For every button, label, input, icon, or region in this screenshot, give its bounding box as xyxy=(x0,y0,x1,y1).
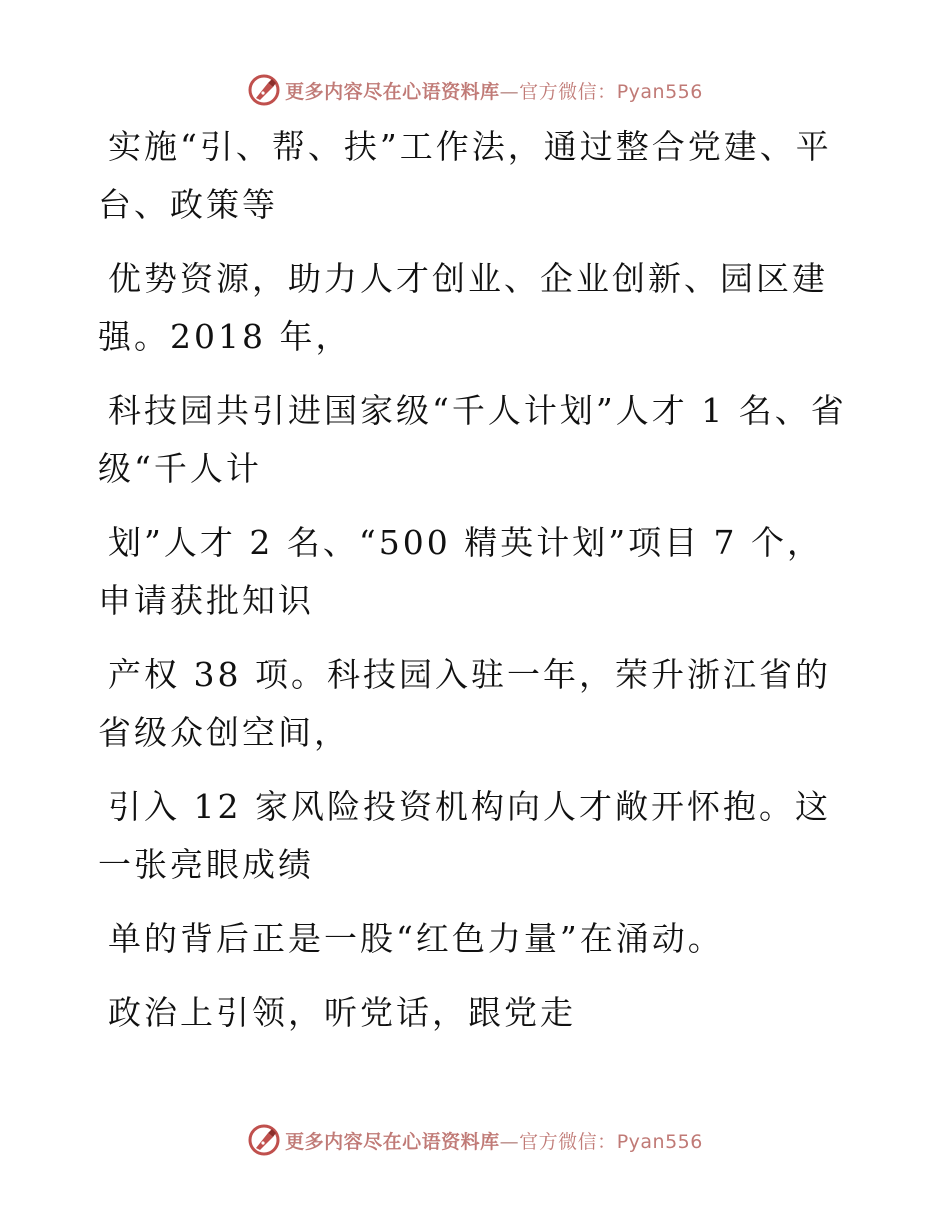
watermark-text xyxy=(285,1127,703,1154)
paragraph: 产权 38 项。科技园入驻一年，荣升浙江省的省级众创空间， xyxy=(98,655,831,752)
watermark-contact-label: 官方微信： xyxy=(519,1130,617,1153)
watermark-contact-id: Pyan556 xyxy=(616,80,703,103)
paragraph: 优势资源，助力人才创业、企业创新、园区建强。2018 年， xyxy=(98,259,828,356)
header-watermark xyxy=(0,68,950,112)
pen-nib-circle-icon xyxy=(247,1123,281,1157)
watermark-title: 更多内容尽在心语资料库 xyxy=(285,80,500,103)
watermark-contact-id: Pyan556 xyxy=(616,1130,703,1153)
paragraph: 划”人才 2 名、“500 精英计划”项目 7 个，申请获批知识 xyxy=(98,523,824,620)
watermark-text xyxy=(285,77,703,104)
pen-nib-circle-icon xyxy=(247,73,281,107)
paragraph: 科技园共引进国家级“千人计划”人才 1 名、省级“千人计 xyxy=(98,391,847,488)
footer-watermark xyxy=(0,1118,950,1162)
watermark-title: 更多内容尽在心语资料库 xyxy=(285,1130,500,1153)
watermark-separator: — xyxy=(499,80,520,103)
watermark-contact-label: 官方微信： xyxy=(519,80,617,103)
paragraph: 单的背后正是一股“红色力量”在涌动。 xyxy=(108,919,724,958)
document-body xyxy=(98,118,858,1058)
watermark-separator: — xyxy=(499,1130,520,1153)
paragraph: 政治上引领，听党话，跟党走 xyxy=(108,993,576,1032)
paragraph: 引入 12 家风险投资机构向人才敞开怀抱。这一张亮眼成绩 xyxy=(98,787,831,884)
paragraph: 实施“引、帮、扶”工作法，通过整合党建、平台、政策等 xyxy=(98,127,832,224)
